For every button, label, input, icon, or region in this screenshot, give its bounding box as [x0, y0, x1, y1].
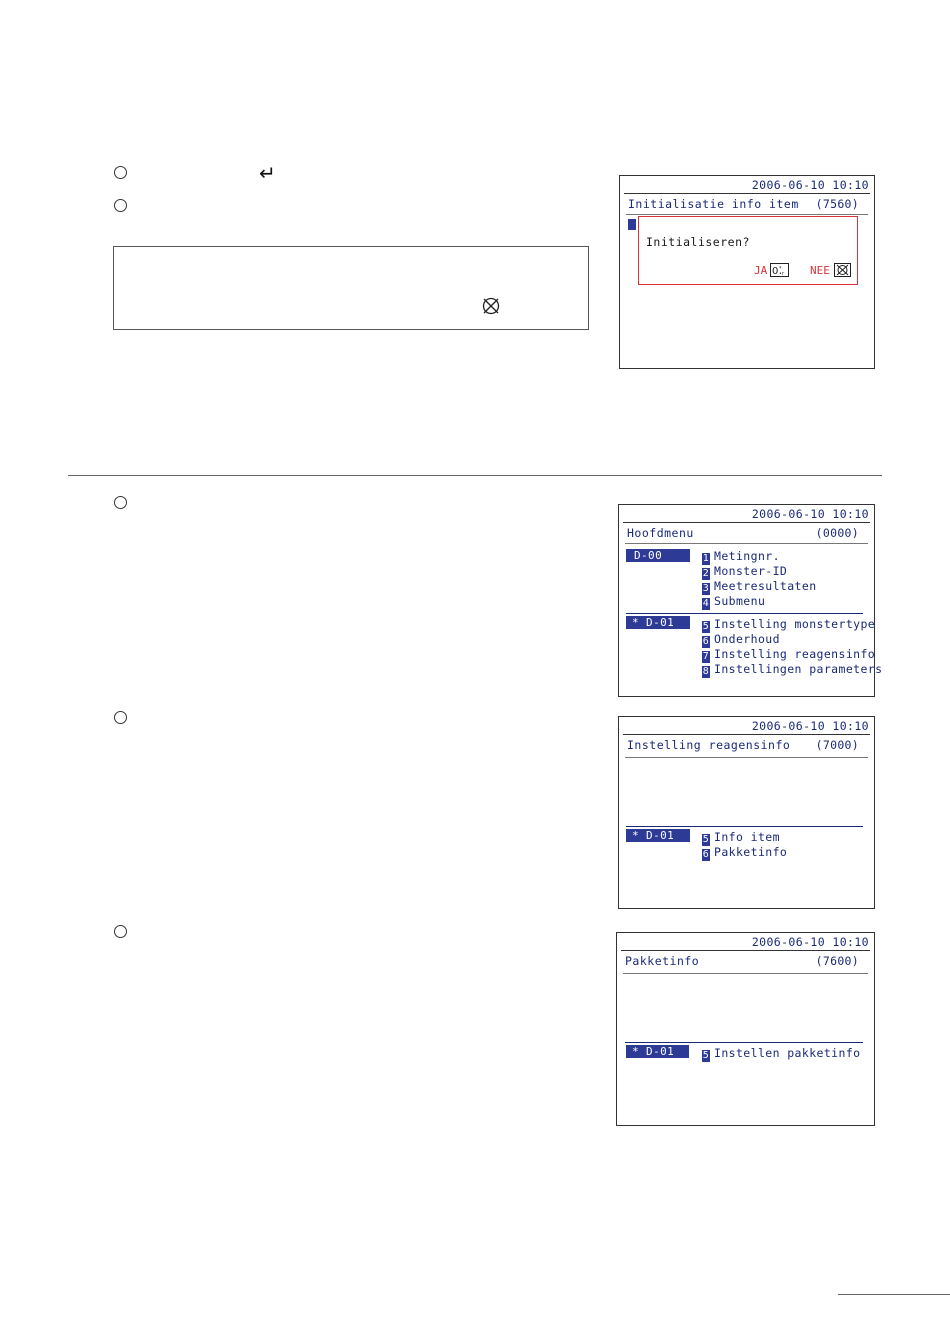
- screen-datetime: 2006-06-10 10:10: [751, 178, 869, 192]
- menu-item[interactable]: 4 Submenu: [702, 594, 766, 609]
- menu-item[interactable]: 1 Metingnr.: [702, 549, 780, 564]
- menu-item[interactable]: 5 Instellen pakketinfo: [702, 1046, 861, 1061]
- screen-datetime: 2006-06-10 10:10: [751, 507, 869, 521]
- screen-code: (7600): [815, 954, 859, 968]
- footer-rule: [838, 1294, 950, 1295]
- title-divider: [626, 214, 868, 215]
- enter-key-icon: ↵: [259, 161, 276, 185]
- device-screen-pakket: [616, 932, 875, 1126]
- datetime-divider: [624, 193, 870, 194]
- cursor-marker: [628, 219, 636, 230]
- no-button-label[interactable]: NEE: [810, 264, 830, 277]
- group-label-d00: D-00: [626, 549, 690, 562]
- screen-title: Pakketinfo: [625, 954, 700, 968]
- step-marker: [114, 166, 127, 179]
- screen-code: (7560): [815, 197, 859, 211]
- menu-item[interactable]: 5 Info item: [702, 830, 780, 845]
- group-label-d01: * D-01: [626, 829, 690, 842]
- svg-text:0: 0: [772, 266, 779, 276]
- datetime-divider: [623, 522, 870, 523]
- datetime-divider: [623, 734, 870, 735]
- title-divider: [625, 543, 868, 544]
- screen-code: (7000): [815, 738, 859, 752]
- group-label-d01: * D-01: [626, 1045, 689, 1058]
- menu-item[interactable]: 3 Meetresultaten: [702, 579, 817, 594]
- svg-text:*: *: [779, 266, 782, 272]
- confirm-dialog: [638, 216, 858, 285]
- cancel-key-icon: [481, 296, 501, 316]
- menu-item[interactable]: 7 Instelling reagensinfo: [702, 647, 876, 662]
- group-divider: [625, 1042, 863, 1043]
- screen-datetime: 2006-06-10 10:10: [751, 719, 869, 733]
- title-divider: [625, 757, 868, 758]
- group-divider: [626, 613, 863, 614]
- note-box: [113, 246, 589, 330]
- step-marker: [114, 199, 127, 212]
- screen-datetime: 2006-06-10 10:10: [751, 935, 869, 949]
- step-marker: [114, 496, 127, 509]
- device-screen-init: [619, 175, 875, 369]
- yes-button-label[interactable]: JA: [754, 264, 768, 277]
- menu-item[interactable]: 6 Pakketinfo: [702, 845, 788, 860]
- screen-code: (0000): [815, 526, 859, 540]
- section-divider: [68, 475, 882, 476]
- dialog-question: Initialiseren?: [646, 235, 750, 249]
- svg-text:•r: •r: [779, 271, 785, 276]
- menu-item[interactable]: 6 Onderhoud: [702, 632, 780, 647]
- datetime-divider: [621, 950, 870, 951]
- cancel-key-icon[interactable]: [834, 263, 851, 277]
- group-label-d01: * D-01: [626, 616, 690, 629]
- ok-key-icon[interactable]: [770, 263, 789, 277]
- screen-title: Hoofdmenu: [627, 526, 694, 540]
- title-divider: [623, 973, 868, 974]
- menu-item[interactable]: 8 Instellingen parameters: [702, 662, 883, 677]
- group-divider: [626, 826, 863, 827]
- menu-item[interactable]: 5 Instelling monstertype: [702, 617, 876, 632]
- device-screen-reagens: [618, 716, 875, 909]
- device-screen-main: [618, 504, 883, 697]
- menu-item[interactable]: 2 Monster-ID: [702, 564, 788, 579]
- screen-title: Instelling reagensinfo: [627, 738, 791, 752]
- screen-title: Initialisatie info item: [628, 197, 799, 211]
- step-marker: [114, 711, 127, 724]
- step-marker: [114, 925, 127, 938]
